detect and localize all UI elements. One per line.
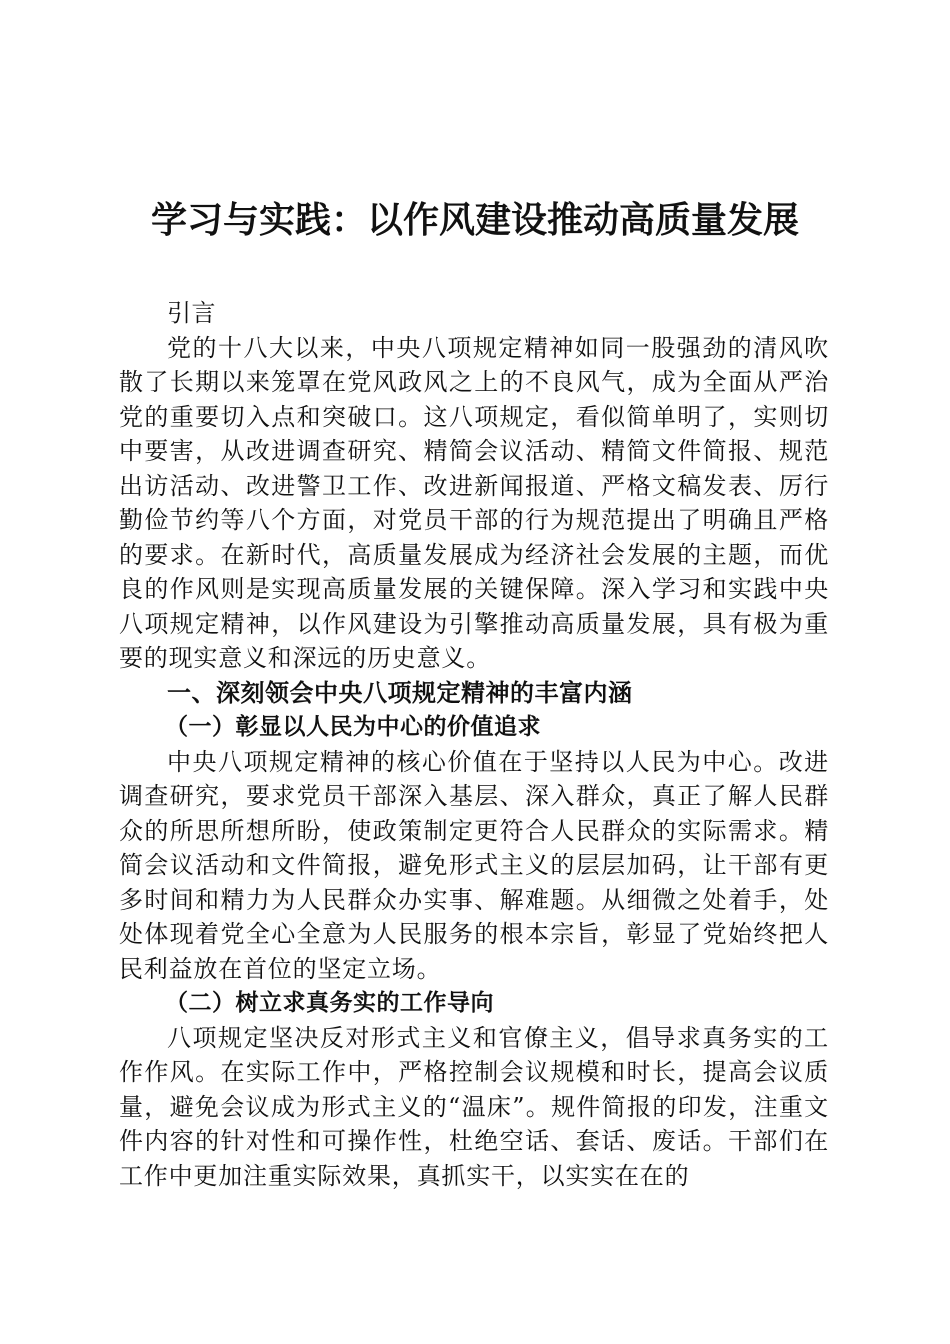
- section-1-heading: 一、深刻领会中央八项规定精神的丰富内涵: [167, 678, 633, 707]
- subsection-2-paragraph: 八项规定坚决反对形式主义和官僚主义，倡导求真务实的工作作风。在实际工作中，严格控制会议规模和时长，提高会议质量，避免会议成为形式主义的“温床”。规件简报的印发，注重文件内容的针对性和可操作性，杜绝空话、套话、废话。干部们在工作中更加注重实际效果，真抓实干，以实实在在的: [119, 1023, 829, 1190]
- intro-heading: 引言: [167, 299, 216, 327]
- intro-paragraph: 党的十八大以来，中央八项规定精神如同一股强劲的清风吹散了长期以来笼罩在党风政风之上的不良风气，成为全面从严治党的重要切入点和突破口。这八项规定，看似简单明了，实则切中要害，从改进调查研究、精简会议活动、精简文件简报、规范出访活动、改进警卫工作、改进新闻报道、严格文稿发表、厉行勤俭节约等八个方面，对党员干部的行为规范提出了明确且严格的要求。在新时代，高质量发展成为经济社会发展的主题，而优良的作风则是实现高质量发展的关键保障。深入学习和实践中央八项规定精神，以作风建设为引擎推动高质量发展，具有极为重要的现实意义和深远的历史意义。: [119, 333, 829, 672]
- subsection-1-heading: （一）彰显以人民为中心的价值追求: [165, 713, 541, 740]
- document-title: 学习与实践：以作风建设推动高质量发展: [150, 199, 799, 241]
- subsection-1-paragraph: 中央八项规定精神的核心价值在于坚持以人民为中心。改进调查研究，要求党员干部深入基层、深入群众，真正了解人民群众的所思所想所盼，使政策制定更符合人民群众的实际需求。精简会议活动和文件简报，避免形式主义的层层加码，让干部有更多时间和精力为人民群众办实事、解难题。从细微之处着手，处处体现着党全心全意为人民服务的根本宗旨，彰显了党始终把人民利益放在首位的坚定立场。: [119, 747, 829, 983]
- document-body: [119, 296, 829, 1193]
- subsection-2-heading: （二）树立求真务实的工作导向: [165, 989, 494, 1016]
